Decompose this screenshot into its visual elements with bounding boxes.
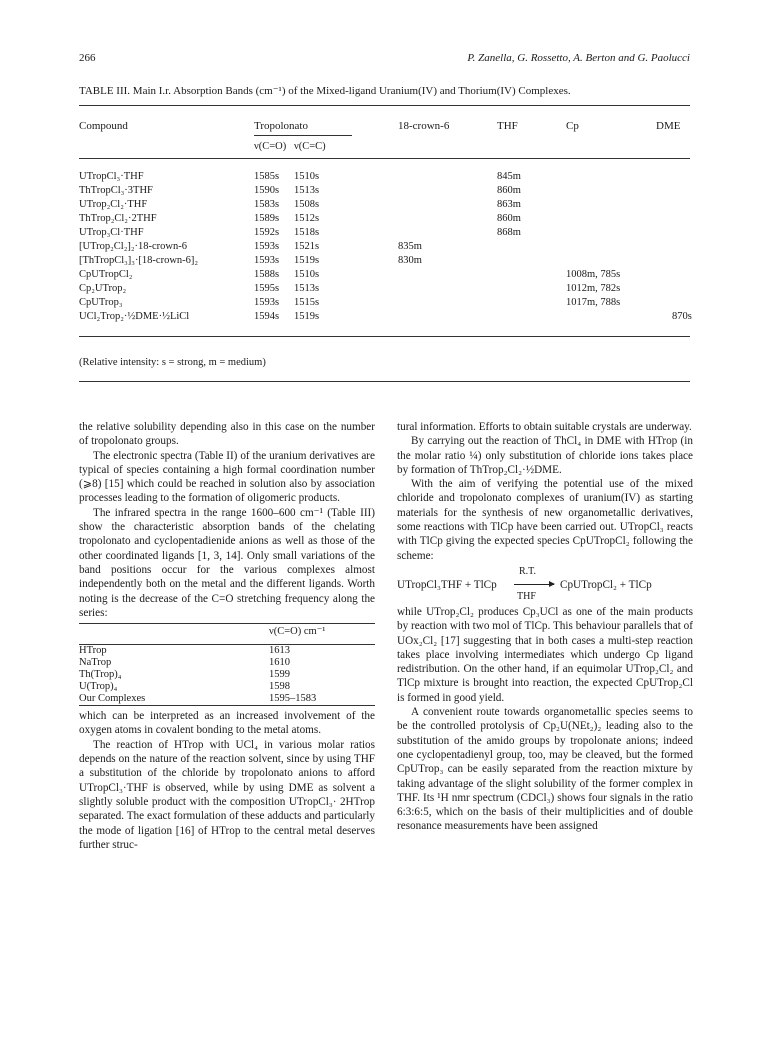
paragraph: the relative solubility depending also in this case on the number of tropolonato groups. [79,421,375,448]
cell-thf: 863m [497,199,521,210]
cell-thf: 860m [497,185,521,196]
cell-dme: 870s [672,311,692,322]
table-row [0,185,768,198]
mini-label: NaTrop [79,657,112,669]
paragraph: The reaction of HTrop with UCl₄ in various molar ratios depends on the nature of the reaction solvent, since by using THF a substitution of the chloride by tropolonato anions to afford UTropCl₃·THF is observed, while by using DME as solvent a slightly soluble product with the composition UTropCl₃· 2HTrop separated. The exact formulation of these adducts and particularly the mode of ligation [16] of HTrop to the central metal deserves further struc- [79,738,375,851]
cell-co: 1594s [254,311,280,322]
cell-cp: 1012m, 782s [566,283,621,294]
mini-label: Th(Trop)₄ [79,669,122,681]
cell-compound: ThTropCl₃·3THF [79,185,153,196]
cell-co: 1595s [254,283,280,294]
paragraph: which can be interpreted as an increased involvement of the oxygen atoms in covalent bonding to the metal atoms. [79,710,375,737]
cell-thf: 845m [497,171,521,182]
cell-cc: 1508s [294,199,320,210]
cell-cc: 1513s [294,283,320,294]
cell-compound: UTropCl₃·THF [79,171,144,182]
table-note: (Relative intensity: s = strong, m = medium) [79,357,266,368]
table-row [79,681,375,693]
mini-label: U(Trop)₄ [79,681,118,693]
cell-cc: 1519s [294,311,320,322]
cell-cc: 1510s [294,269,320,280]
subheader-co: ν(C=O) [254,141,287,152]
cell-co: 1593s [254,297,280,308]
table-row [0,171,768,184]
mini-value: 1610 [269,657,290,669]
table-row [0,199,768,212]
cell-cc: 1518s [294,227,320,238]
paragraph: The infrared spectra in the range 1600–600 cm⁻¹ (Table III) show the characteristic absorption bands of the chelating tropolonato and cyclopentadienide anions as well as those of the other coordinated ligands [1, 3, 14]. Only small variations of the band positions occur for the various complexes almost independently both on the metal and the different ligands. Worth noting is the decrease of the C=O stretching frequency along the series: [79,506,375,619]
cell-crown: 830m [398,255,422,266]
subheader-cc: ν(C=C) [294,141,326,152]
col-header-crown: 18-crown-6 [398,120,450,132]
right-column [397,420,693,834]
table-row [79,657,375,669]
left-column [79,420,375,852]
paragraph: The electronic spectra (Table II) of the uranium derivatives are typical of species containing a high formal coordination number (⩾8) [15] which could be reached in solution also by association processes leading to the formation of oligomeric products. [79,449,375,505]
col-header-tropolonato: Tropolonato [254,120,308,132]
mini-value: 1598 [269,681,290,693]
table-row [79,669,375,681]
cell-thf: 868m [497,227,521,238]
mini-value: 1613 [269,645,290,657]
table-row [79,645,375,658]
reaction-reactants: UTropCl₃THF + TlCp [397,578,497,591]
table-body-rule [79,336,690,337]
cell-thf: 860m [497,213,521,224]
mini-value: 1595–1583 [269,693,317,705]
reaction-products: CpUTropCl₂ + TlCp [560,578,652,591]
paragraph: A convenient route towards organometallic species seems to be the controlled protolysis of Cp₂U(NEt₂)₂ leading also to the substitution of the amido groups by tropolonate anions; indeed one cyclopentadienyl group, too, may be cleaved, but the formed CpUTrop₃ can be easily separated from the reaction mixture by taking advantage of the slight solubility of the former complex in THF. Its ¹H nmr spectrum (CDCl₃) shows four signals in the ratio 6:3:6:5, which on the basis of their multiplicities and of double resonance measurements have been assigned [397,706,693,833]
paragraph: tural information. Efforts to obtain suitable crystals are underway. [397,421,692,433]
col-header-cp: Cp [566,120,579,132]
cell-co: 1592s [254,227,280,238]
cell-co: 1583s [254,199,280,210]
cell-compound: CpUTropCl₂ [79,269,133,280]
cell-co: 1593s [254,241,280,252]
cell-co: 1588s [254,269,280,280]
running-head: P. Zanella, G. Rossetto, A. Berton and G. Paolucci [467,52,690,64]
cell-compound: Cp₂UTrop₂ [79,283,127,294]
cell-cc: 1521s [294,241,320,252]
paragraph: By carrying out the reaction of ThCl₄ in DME with HTrop (in the molar ratio ¼) only substitution of chloride ions takes place by formation of ThTrop₂Cl₂·½DME. [397,435,693,476]
cell-cc: 1513s [294,185,320,196]
table-row [0,227,768,240]
table-row [0,283,768,296]
col-header-compound: Compound [79,120,128,132]
cell-compound: UCl₂Trop₂·½DME·½LiCl [79,311,190,322]
mini-label: Our Complexes [79,693,146,705]
cell-compound: UTrop₂Cl₂·THF [79,199,148,210]
cell-co: 1589s [254,213,280,224]
mini-label: HTrop [79,645,107,657]
col-header-dme: DME [656,120,681,132]
cell-cc: 1519s [294,255,320,266]
table-row [0,297,768,310]
cell-compound: ThTrop₂Cl₂·2THF [79,213,157,224]
table-row [79,693,375,706]
mini-value: 1599 [269,669,290,681]
tropolonato-rule [254,135,352,136]
reaction-scheme [397,563,693,605]
table-caption: TABLE III. Main I.r. Absorption Bands (cm⁻¹) of the Mixed-ligand Uranium(IV) and Thorium(IV) Complexes. [79,85,571,97]
paragraph: while UTrop₂Cl₂ produces Cp₃UCl as one of the main products by reaction with two mol of TlCp. This behaviour parallels that of UOx₂Cl₂ [17] suggesting that in both cases a multi-step reaction takes place involving intermediates which undergo Cp ligand redistribution. On the other hand, if an equimolar UTrop₂Cl₂ and TlCp mixture is brought into reaction, the expected CpUTrop₂Cl is formed in good yield. [397,605,693,704]
paragraph: With the aim of verifying the potential use of the mixed chloride and tropolonato complexes of uranium(IV) as starting materials for the synthesis of new organometallic derivatives, some reactions with TlCp have been carried out. UTropCl₃ reacts with TlCp giving the expected species CpUTropCl₂ following the scheme: [397,478,693,562]
table-bottom-rule [79,381,690,382]
cell-crown: 835m [398,241,422,252]
table-row [0,269,768,282]
cell-cp: 1017m, 788s [566,297,621,308]
reaction-condition-above: R.T. [519,565,537,577]
col-header-thf: THF [497,120,518,132]
cell-compound: [UTrop₂Cl₂]₂·18-crown-6 [79,241,187,252]
co-frequency-table [79,623,375,706]
cell-cp: 1008m, 785s [566,269,621,280]
cell-compound: [ThTropCl₃]₃·[18-crown-6]₂ [79,255,199,266]
co-frequency-header: ν(C=O) cm⁻¹ [269,626,326,638]
cell-co: 1585s [254,171,280,182]
reaction-condition-below: THF [517,590,536,602]
table-header-rule [79,158,690,159]
page-number: 266 [79,52,96,64]
cell-cc: 1510s [294,171,320,182]
cell-cc: 1515s [294,297,320,308]
cell-cc: 1512s [294,213,320,224]
cell-compound: CpUTrop₃ [79,297,123,308]
cell-compound: UTrop₃Cl·THF [79,227,144,238]
table-row [0,255,768,268]
table-row [0,213,768,226]
table-top-rule [79,105,690,106]
cell-co: 1593s [254,255,280,266]
table-row [0,241,768,254]
table-row [0,311,768,324]
cell-co: 1590s [254,185,280,196]
